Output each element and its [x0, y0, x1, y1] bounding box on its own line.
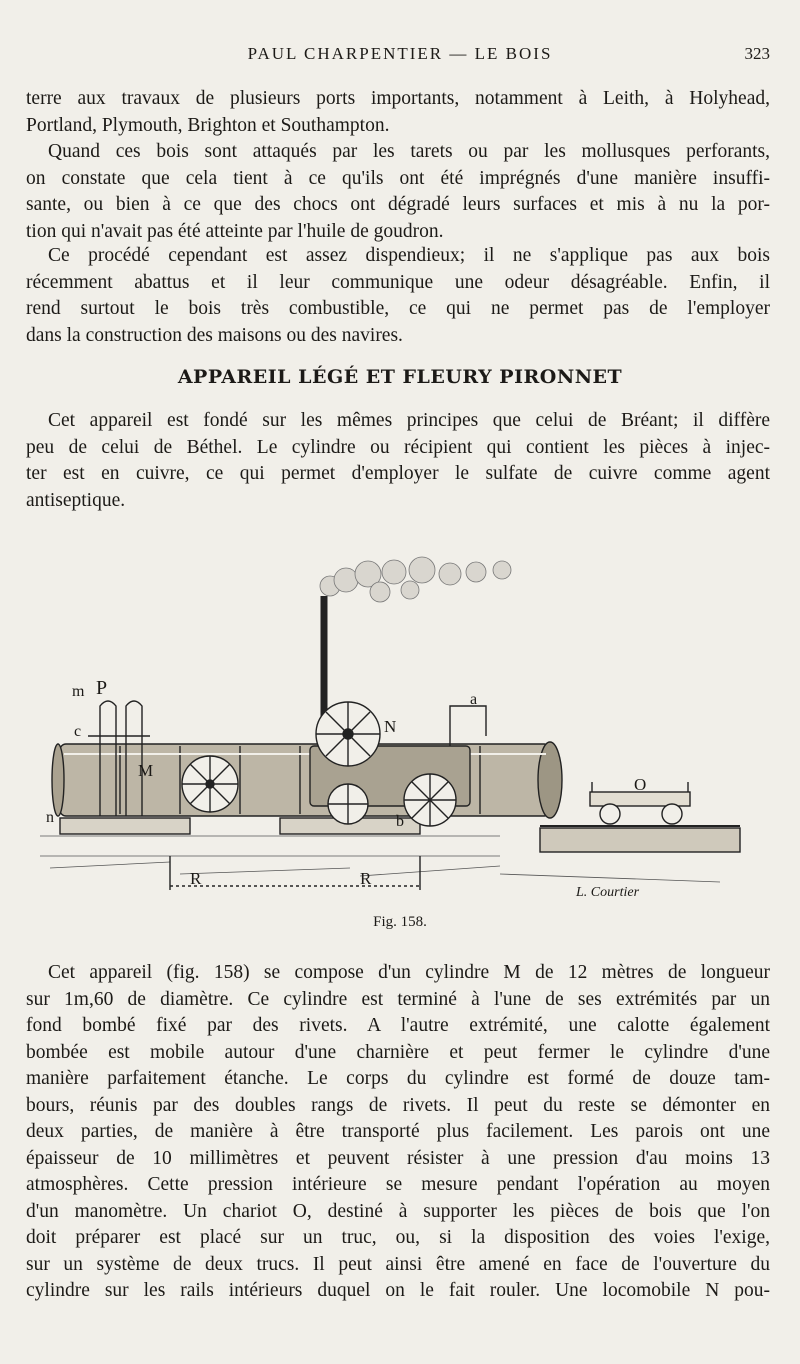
label-N: N — [384, 717, 397, 736]
engraving-figure — [30, 556, 770, 906]
intro-paragraph — [26, 408, 770, 514]
section-heading: APPAREIL LÉGÉ ET FLEURY PIRONNET — [177, 366, 623, 388]
text-line: Quand ces bois sont attaqués par les tarets ou par les mollusques perforants, — [48, 141, 770, 162]
running-title: PAUL CHARPENTIER — LE BOIS — [247, 44, 553, 63]
text-line: sur 1m,60 de diamètre. Ce cylindre est terminé à l'une de ses extrémités par un — [26, 988, 770, 1010]
paragraph-2 — [26, 139, 770, 245]
text-line: doit préparer est placé sur un truc, ou, si la disposition des voies l'exige, — [26, 1227, 770, 1248]
paragraph-1 — [26, 86, 770, 139]
label-M: M — [138, 761, 154, 780]
text-line: tion qui n'avait pas été atteinte par l'huile de goudron. — [26, 220, 444, 242]
label-R-left: R — [190, 869, 202, 888]
text-line: fond bombé fixé par des rivets. A l'autre extrémité, une calotte également — [26, 1015, 770, 1036]
text-line: atmosphères. Cette pression intérieure se mesure pendant l'opération au moyen — [26, 1174, 770, 1195]
body-paragraph — [26, 960, 770, 1305]
label-c: c — [74, 723, 82, 740]
label-b: b — [396, 813, 404, 830]
text-line: ter est en cuivre, ce qui permet d'employer le sulfate de cuivre comme agent — [26, 463, 770, 484]
label-a: a — [470, 691, 478, 708]
paragraph-3 — [26, 243, 770, 349]
text-line: bours, réunis par des doubles rangs de rivets. Il peut du reste se démonter en — [26, 1094, 770, 1116]
label-R-right: R — [360, 869, 372, 888]
text-line: cylindre sur les rails intérieurs duquel on le fait rouler. Une locomobile N pou- — [26, 1280, 770, 1301]
text-line: manière parfaitement étanche. Le corps du cylindre est formé de douze tam- — [26, 1068, 770, 1089]
text-line: bombée est mobile autour d'une charnière et peut fermer le cylindre d'une — [26, 1041, 770, 1063]
text-line: sante, ou bien à ce que des chocs ont dégradé leurs surfaces et mis à nu la por- — [26, 194, 770, 215]
smoke-plume — [320, 557, 511, 602]
engraver-signature: L. Courtier — [576, 885, 640, 900]
running-head — [0, 44, 800, 70]
flywheel-left — [182, 756, 238, 812]
figure-caption: Fig. 158. — [373, 914, 427, 930]
text-line: récemment abattus et il leur communique une odeur désagréable. Enfin, il — [26, 271, 770, 293]
label-n: n — [46, 809, 54, 826]
label-P: P — [96, 677, 108, 699]
text-line: Cet appareil (fig. 158) se compose d'un cylindre M de 12 mètres de longueur — [48, 962, 770, 983]
apparatus-illustration — [30, 556, 770, 906]
text-line: dans la construction des maisons ou des navires. — [26, 324, 403, 346]
cylinder-body — [52, 742, 562, 818]
locomobile-N — [310, 596, 486, 826]
text-line: terre aux travaux de plusieurs ports importants, notamment à Leith, à Holyhead, — [26, 88, 770, 109]
text-line: on constate que cela tient à ce qu'ils ont été imprégnés d'une manière insuffi- — [26, 167, 770, 189]
text-line: sur un système de deux trucs. Il peut ainsi être amené en face de l'ouverture du — [26, 1253, 770, 1275]
page-number: 323 — [744, 44, 770, 63]
text-line: Portland, Plymouth, Brighton et Southampton. — [26, 114, 390, 136]
text-line: antiseptique. — [26, 489, 126, 511]
text-line: peu de celui de Béthel. Le cylindre ou récipient qui contient les pièces à injec- — [26, 436, 770, 458]
text-line: Ce procédé cependant est assez dispendieux; il ne s'applique pas aux bois — [48, 245, 770, 266]
text-line: deux parties, de manière à être transporté plus facilement. Les parois ont une — [26, 1121, 770, 1142]
label-O: O — [634, 775, 647, 794]
text-line: d'un manomètre. Un chariot O, destiné à supporter les pièces de bois que l'on — [26, 1200, 770, 1222]
label-m: m — [72, 683, 85, 700]
text-line: Cet appareil est fondé sur les mêmes principes que celui de Bréant; il diffère — [48, 410, 770, 431]
text-line: rend surtout le bois très combustible, ce qui ne permet pas de l'employer — [26, 298, 770, 319]
text-line: épaisseur de 10 millimètres et peuvent résister à une pression d'au moins 13 — [26, 1147, 770, 1169]
